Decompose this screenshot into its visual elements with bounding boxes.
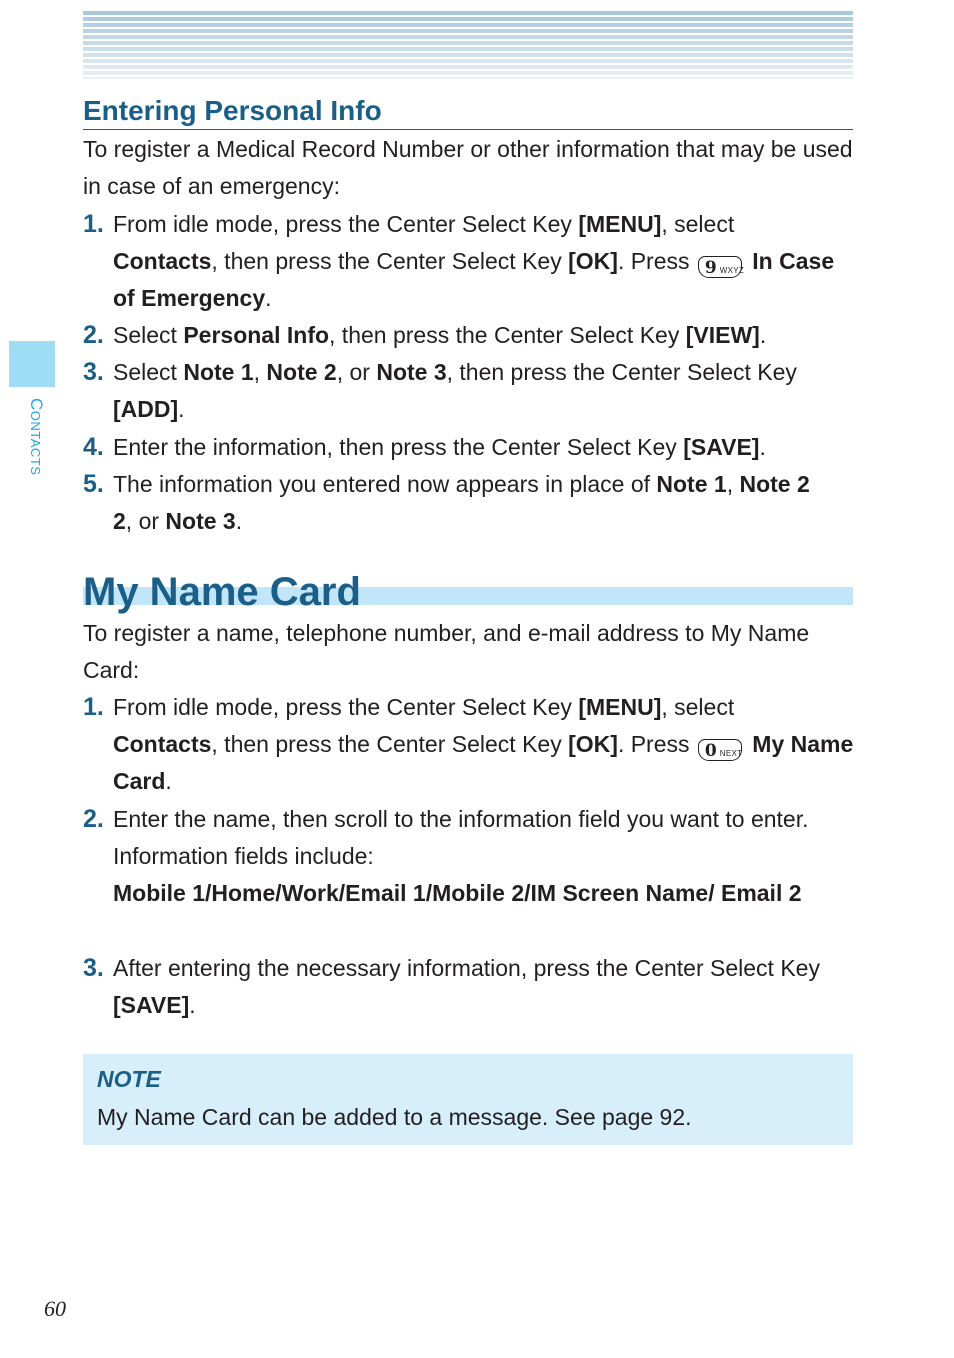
step-item: 4. Enter the information, then press the Center Select Key [SAVE]. [83,433,766,461]
step-item: 3. After entering the necessary information, press the Center Select Key [SAVE]. [83,954,820,1018]
information-fields-list: Mobile 1/Home/Work/Email 1/Mobile 2/IM Screen Name/ Email 2 [113,880,802,906]
section-heading-personal-info: Entering Personal Info [83,93,853,130]
step-item: 3. Select Note 1, Note 2, or Note 3, then press the Center Select Key [ADD]. [83,358,797,422]
page-title: My Name Card [83,570,361,614]
section-tab-marker [9,341,55,387]
step-item: 2. Select Personal Info, then press the Center Select Key [VIEW]. [83,321,767,349]
intro-paragraph-name-card: To register a name, telephone number, and e-mail address to My Name Card: [83,620,810,683]
note-title: NOTE [97,1066,161,1092]
step-item: 2. Enter the name, then scroll to the information field you want to enter. Information fields include: Mobile 1/Home/Work/Email 1/Mobile 2/IM Screen Name/ Email 2 [83,801,855,912]
note-box [83,1054,853,1145]
intro-paragraph-personal-info: To register a Medical Record Number or other information that may be used in case of an emergency: [83,136,853,199]
key-0-icon: 0 NEXT [698,739,742,761]
header-stripe-band [83,11,853,79]
step-item: 1. From idle mode, press the Center Select Key [MENU], select Contacts, then press the Center Select Key [OK]. Press 9 WXYZ In Case of Emergency. [83,210,835,311]
note-text: My Name Card can be added to a message. See page 92. [97,1104,692,1130]
step-item: 5. The information you entered now appears in place of Note 1, Note 2 2, or Note 3. [83,470,810,534]
section-side-label: CONTACTS [27,398,46,476]
key-9-icon: 9 WXYZ [698,256,742,278]
step-item: 1. From idle mode, press the Center Select Key [MENU], select Contacts, then press the Center Select Key [OK]. Press 0 NEXT My Name Card. [83,693,854,794]
page-number: 60 [44,1296,66,1321]
